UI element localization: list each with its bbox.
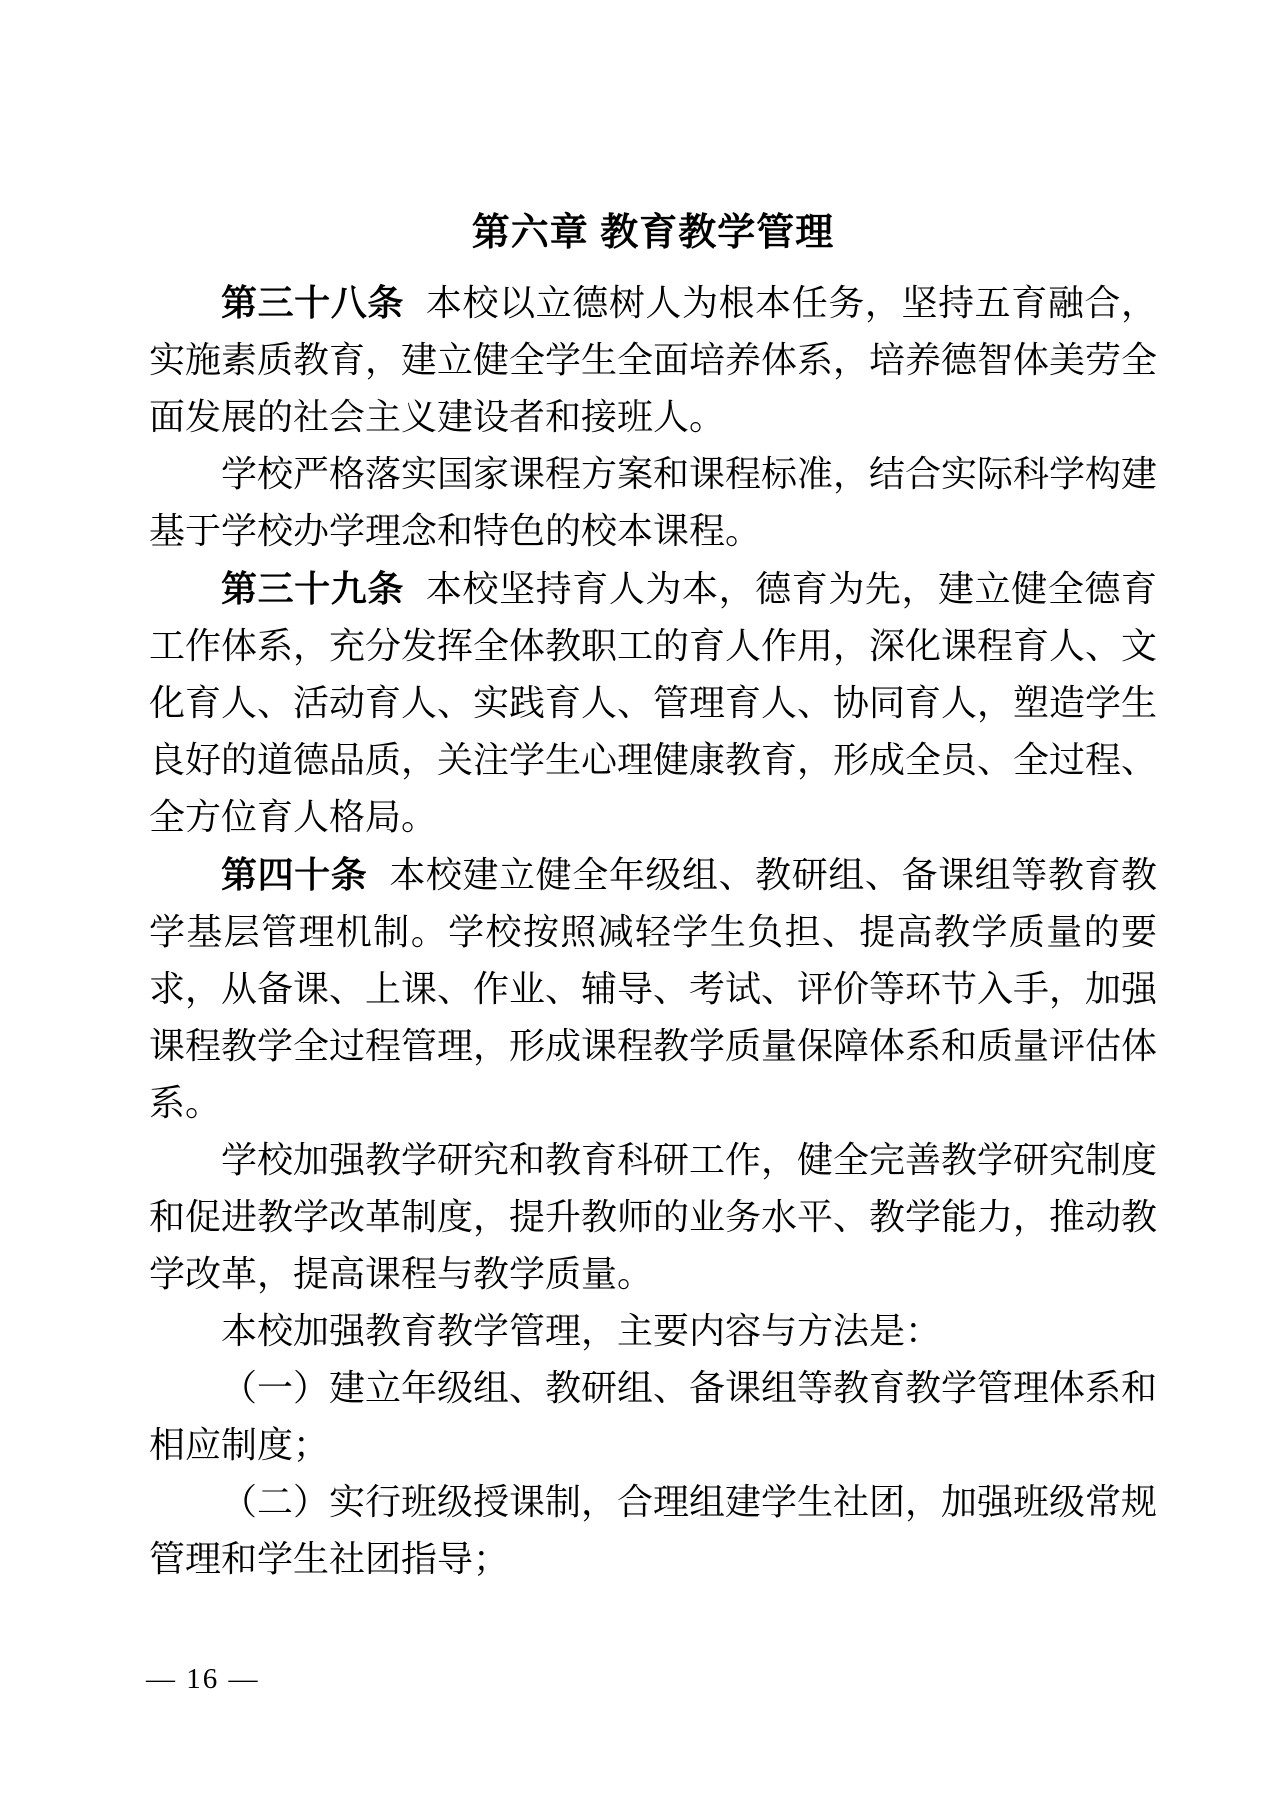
paragraph [149,1360,1157,1474]
paragraph-text: 本校建立健全年级组、教研组、备课组等教育教学基层管理机制。学校按照减轻学生负担、提高教学质量的要求，从备课、上课、作业、辅导、考试、评价等环节入手，加强课程教学全过程管理，形成课程教学质量保障体系和质量评估体系。 [149,855,1158,1123]
paragraph [149,446,1157,560]
paragraph-text: （二）实行班级授课制，合理组建学生社团，加强班级常规管理和学生社团指导； [149,1482,1158,1579]
paragraph-text: 本校以立德树人为根本任务，坚持五育融合，实施素质教育，建立健全学生全面培养体系，培养德智体美劳全面发展的社会主义建设者和接班人。 [149,283,1158,437]
paragraph [149,560,1157,846]
paragraph-text: 学校加强教学研究和教育科研工作，健全完善教学研究制度和促进教学改革制度，提升教师的业务水平、教学能力，推动教学改革，提高课程与教学质量。 [149,1140,1158,1294]
article-number: 第三十八条 [221,282,404,323]
chapter-title: 第六章 教育教学管理 [471,212,835,254]
paragraph-text: （一）建立年级组、教研组、备课组等教育教学管理体系和相应制度； [149,1368,1158,1465]
paragraph [149,846,1157,1132]
paragraph-text: 本校加强教育教学管理，主要内容与方法是： [221,1311,942,1351]
paragraph [149,1132,1157,1303]
article-number: 第四十条 [221,854,368,895]
paragraph-text: 学校严格落实国家课程方案和课程标准，结合实际科学构建基于学校办学理念和特色的校本课程。 [149,454,1158,551]
document-body [149,274,1157,1588]
paragraph [149,1303,1157,1360]
paragraph-text: 本校坚持育人为本，德育为先，建立健全德育工作体系，充分发挥全体教职工的育人作用，深化课程育人、文化育人、活动育人、实践育人、管理育人、协同育人，塑造学生良好的道德品质，关注学生心理健康教育，形成全员、全过程、全方位育人格局。 [149,569,1158,837]
article-number: 第三十九条 [221,568,404,609]
paragraph [149,1474,1157,1588]
paragraph [149,274,1157,446]
document-content [149,208,1157,1588]
page-number: — 16 — [146,1663,260,1695]
